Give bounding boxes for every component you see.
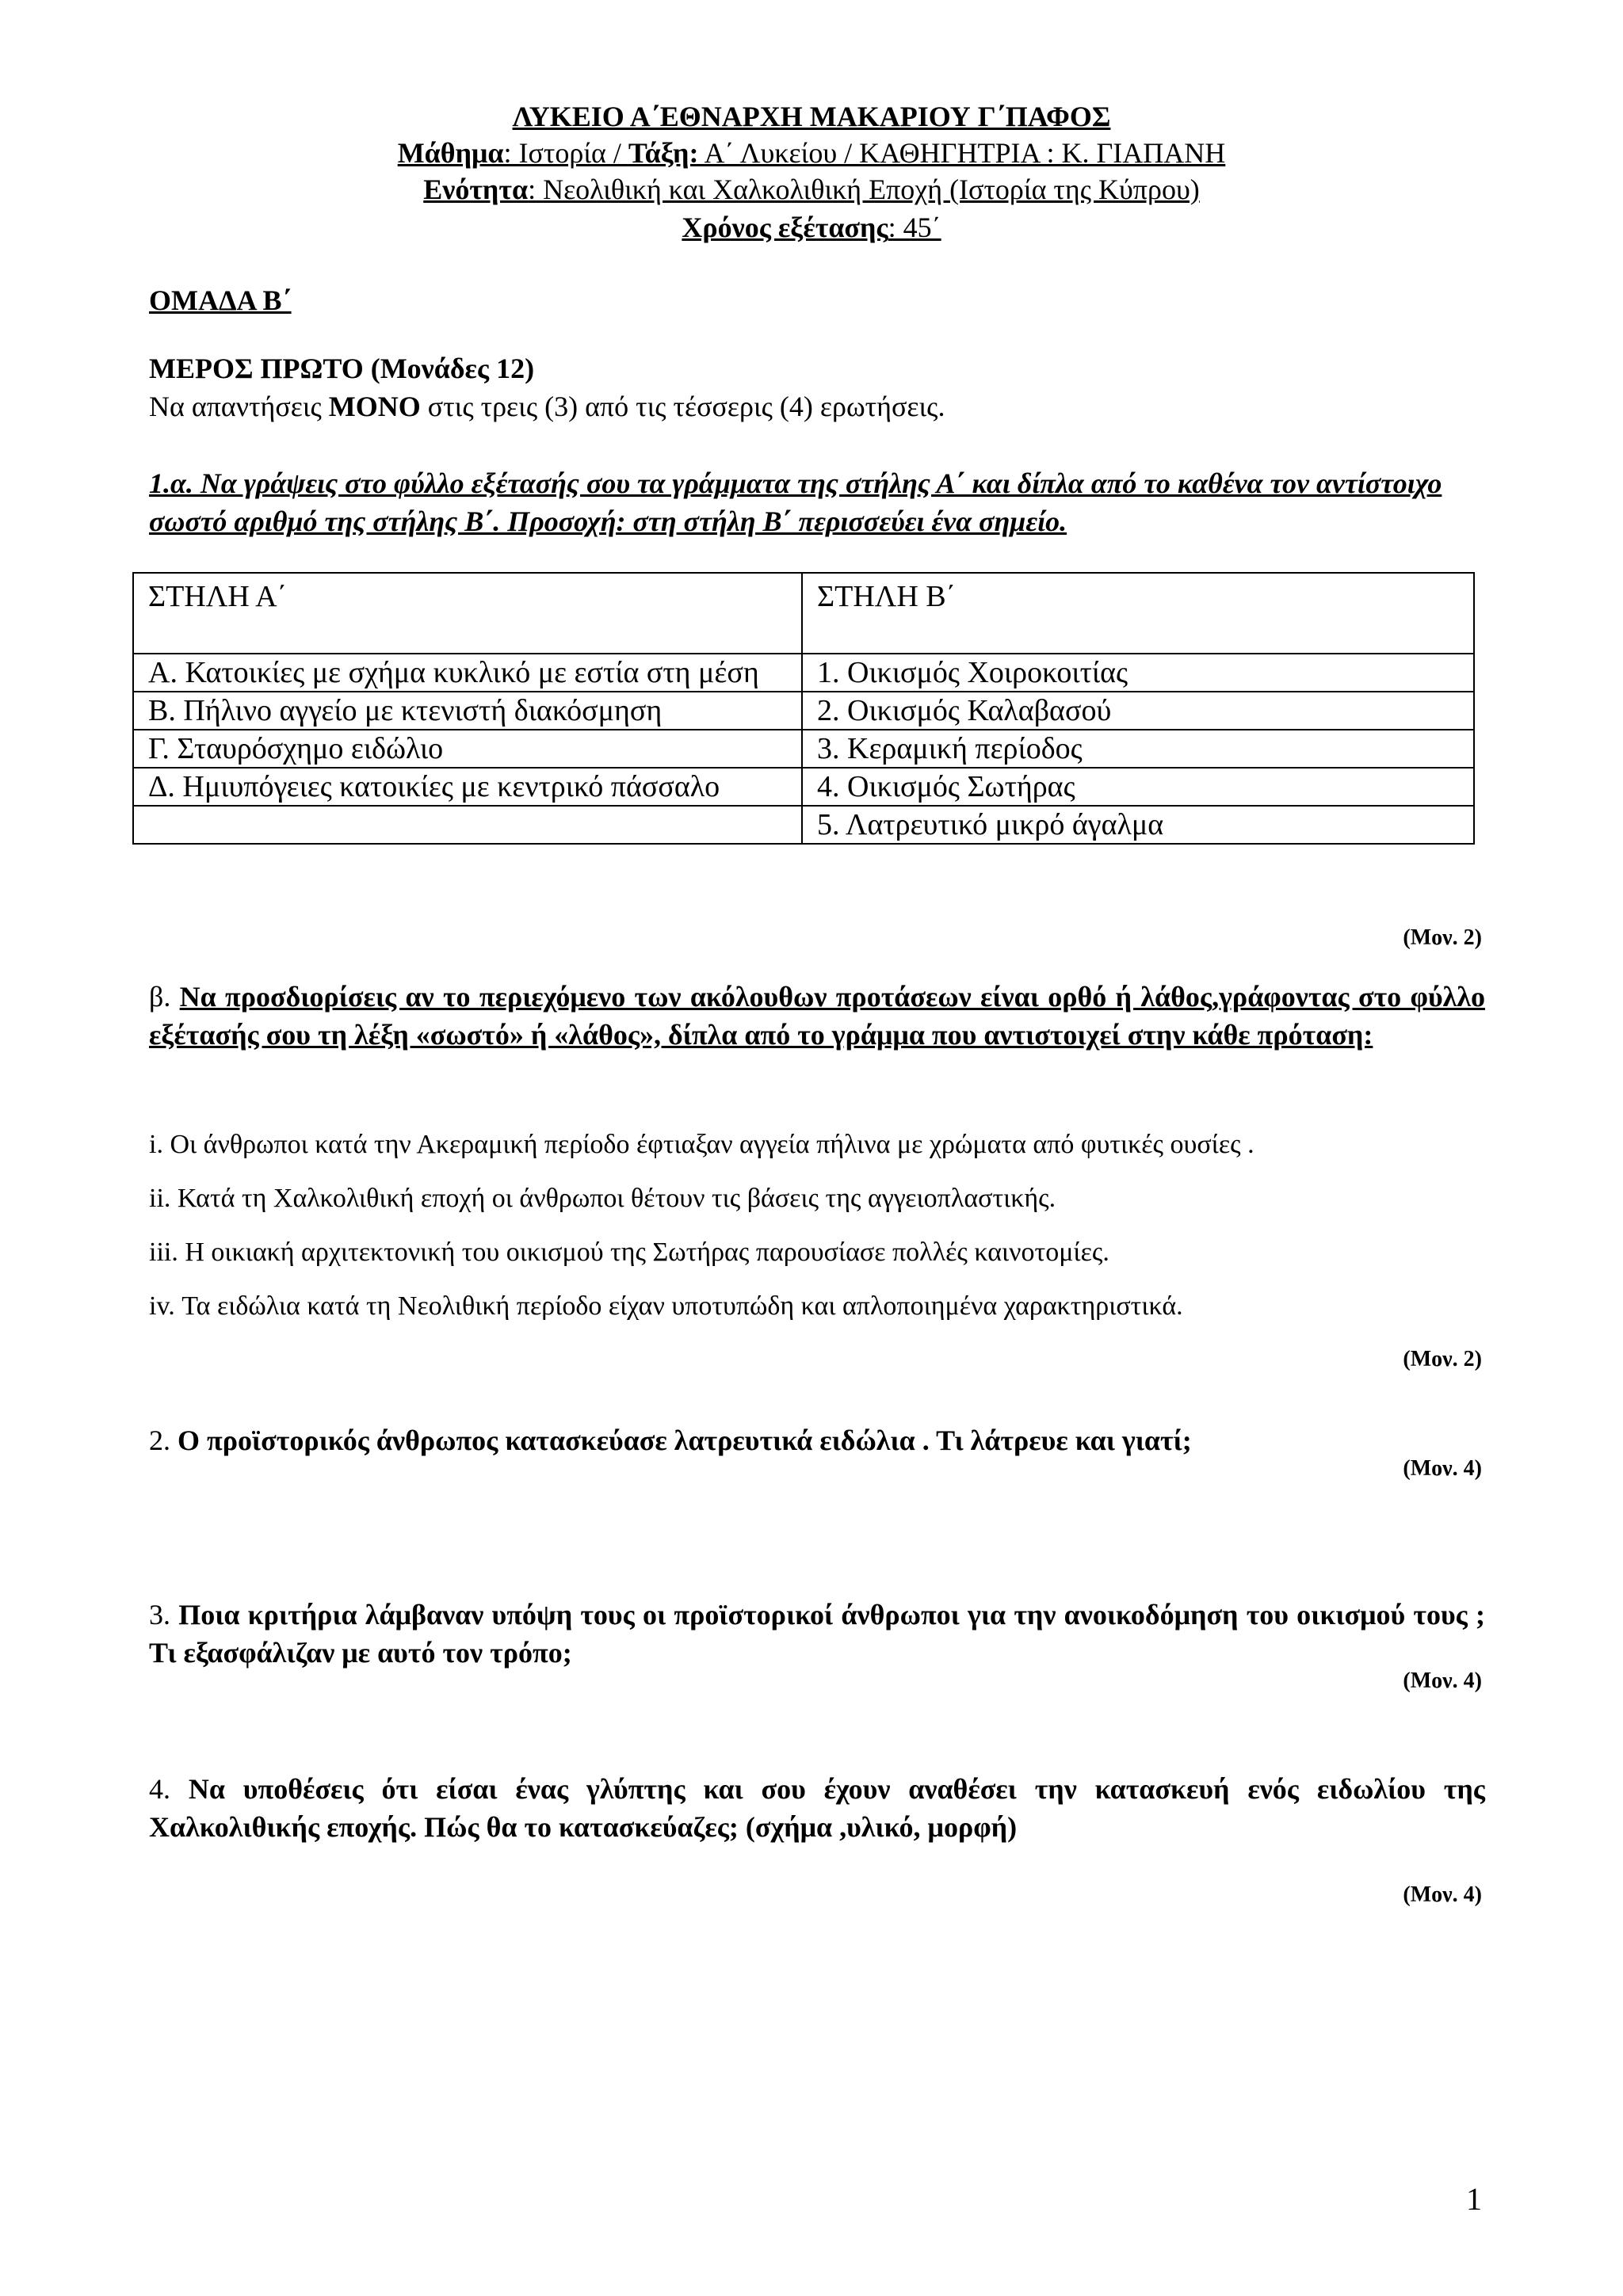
cell-b: 5. Λατρευτικό μικρό άγαλμα [802, 806, 1474, 844]
q3-marks: (Μον. 4) [1403, 1669, 1482, 1693]
unit-label: Ενότητα [423, 174, 529, 205]
table-row [133, 692, 1474, 730]
group-title: ΟΜΑΔΑ Β΄ [149, 284, 292, 316]
subject-value: : Ιστορία / [503, 137, 628, 169]
q2-text: Ο προϊστορικός άνθρωπος κατασκεύασε λατρευτικά ειδώλια . Τι λάτρευε και γιατί; [178, 1425, 1192, 1456]
cell-a: Β. Πήλινο αγγείο με κτενιστή διακόσμηση [133, 692, 802, 730]
cell-b: 3. Κεραμική περίοδος [802, 730, 1474, 768]
col-a-header: ΣΤΗΛΗ Α΄ [133, 573, 802, 654]
table-row [133, 730, 1474, 768]
question-4 [149, 1770, 1485, 1846]
statement-item: iii. Η οικιακή αρχιτεκτονική του οικισμού της Σωτήρας παρουσίασε πολλές καινοτομίες. [149, 1238, 1109, 1267]
instr-post: στις τρεις (3) από τις τέσσερις (4) ερωτήσεις. [420, 391, 945, 422]
q4-text: Να υποθέσεις ότι είσαι ένας γλύπτης και σου έχουν αναθέσει την κατασκευή ενός ειδωλίου της Χαλκολιθικής εποχής. Πώς θα το κατασκεύαζες; (σχήμα ,υλικό, μορφή) [149, 1773, 1485, 1843]
question-2 [149, 1421, 1485, 1459]
statement-item: iv. Τα ειδώλια κατά τη Νεολιθική περίοδο είχαν υποτυπώδη και απλοποιημένα χαρακτηριστικά. [149, 1291, 1183, 1321]
cell-a: Α. Κατοικίες με σχήμα κυκλικό με εστία στη μέση [133, 654, 802, 692]
cell-a: Δ. Ημιυπόγειες κατοικίες με κεντρικό πάσσαλο [133, 768, 802, 806]
table-row [133, 768, 1474, 806]
time-label: Χρόνος εξέτασης [682, 212, 888, 243]
q4-marks: (Μον. 4) [1403, 1882, 1482, 1907]
question-1b [149, 978, 1485, 1054]
cell-b: 4. Οικισμός Σωτήρας [802, 768, 1474, 806]
q1b-text: Να προσδιορίσεις αν το περιεχόμενο των ακόλουθων προτάσεων είναι ορθό ή λάθος,γράφοντας στο φύλλο εξέτασής σου τη λέξη «σωστό» ή «λάθος», δίπλα από το γράμμα που αντιστοιχεί στην κάθε πρόταση: [149, 981, 1485, 1051]
cell-a [133, 806, 802, 844]
table-row [133, 806, 1474, 844]
question-1a: 1.α. Να γράψεις στο φύλλο εξέτασής σου τα γράμματα της στήλης Α΄ και δίπλα από το καθένα τον αντίστοιχο σωστό αριθμό της στήλης Β΄. Προσοχή: στη στήλη Β΄ περισσεύει ένα σημείο. [149, 467, 1442, 537]
q3-num: 3. [149, 1599, 179, 1630]
q4-num: 4. [149, 1773, 189, 1805]
time-value: : 45΄ [888, 212, 941, 243]
cell-b: 1. Οικισμός Χοιροκοιτίας [802, 654, 1474, 692]
school-title: ΛΥΚΕΙΟ Α΄ΕΘΝΑΡΧΗ ΜΑΚΑΡΙΟΥ Γ΄ΠΑΦΟΣ [512, 101, 1111, 132]
table-row [133, 654, 1474, 692]
q1b-marks: (Μον. 2) [1403, 1347, 1482, 1371]
subject-line [0, 135, 1623, 171]
part-instructions [149, 390, 945, 423]
q2-num: 2. [149, 1425, 178, 1456]
time-line [0, 209, 1623, 246]
q2-marks: (Μον. 4) [1403, 1456, 1482, 1481]
table-header-row [133, 573, 1474, 654]
q1b-prefix: β. [149, 981, 180, 1013]
col-b-header: ΣΤΗΛΗ Β΄ [802, 573, 1474, 654]
unit-value: : Νεολιθική και Χαλκολιθική Εποχή (Ιστορία της Κύπρου) [528, 174, 1200, 205]
statement-item: i. Οι άνθρωποι κατά την Ακεραμική περίοδο έφτιαξαν αγγεία πήλινα με χρώματα από φυτικές ουσίες . [149, 1130, 1254, 1159]
cell-b: 2. Οικισμός Καλαβασού [802, 692, 1474, 730]
instr-pre: Να απαντήσεις [149, 391, 329, 422]
subject-label: Μάθημα [397, 137, 504, 169]
unit-line [0, 171, 1623, 208]
part-title: ΜΕΡΟΣ ΠΡΩΤΟ (Μονάδες 12) [149, 353, 535, 384]
q3-text: Ποια κριτήρια λάμβαναν υπόψη τους οι προϊστορικοί άνθρωποι για την ανοικοδόμηση του οικισμού τους ; Τι εξασφάλιζαν με αυτό τον τρόπο; [149, 1599, 1486, 1669]
cell-a: Γ. Σταυρόσχημο ειδώλιο [133, 730, 802, 768]
q1a-marks: (Μον. 2) [1403, 925, 1482, 950]
question-3 [149, 1596, 1485, 1672]
page-number: 1 [1466, 2181, 1482, 2217]
class-value: Α΄ Λυκείου / ΚΑΘΗΓΗΤΡΙΑ : Κ. ΓΙΑΠΑΝΗ [698, 137, 1226, 169]
instr-bold: ΜΟΝΟ [328, 391, 421, 422]
class-label: Τάξη: [628, 137, 699, 169]
matching-table [132, 572, 1475, 845]
statement-item: ii. Κατά τη Χαλκολιθική εποχή οι άνθρωποι θέτουν τις βάσεις της αγγειοπλαστικής. [149, 1184, 1056, 1213]
